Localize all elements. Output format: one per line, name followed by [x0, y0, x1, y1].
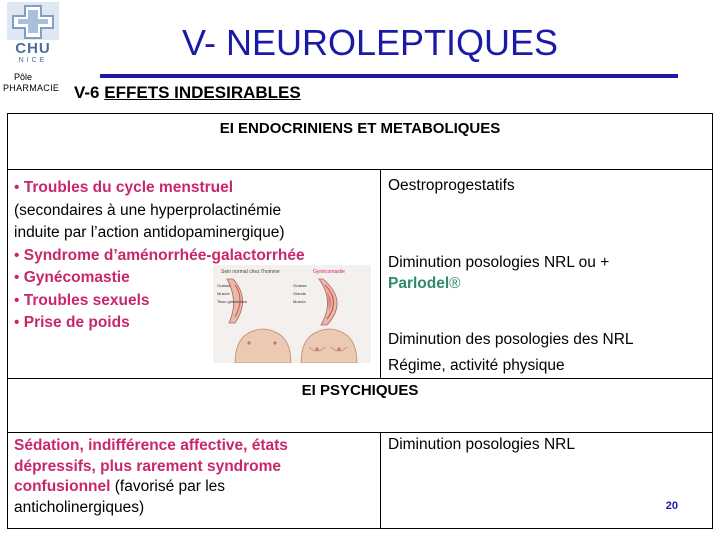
slide-title: V- NEUROLEPTIQUES — [181, 22, 559, 63]
svg-text:Graisse: Graisse — [217, 283, 231, 288]
list-item: • Prise de poids — [14, 314, 130, 331]
svg-text:Muscle: Muscle — [217, 291, 230, 296]
svg-text:Graisse: Graisse — [293, 283, 307, 288]
svg-text:Muscle: Muscle — [293, 299, 306, 304]
list-item: • Syndrome d’aménorrhée-galactorrhée — [14, 246, 305, 264]
treatment-diminution-parlodel: Diminution posologies NRL ou + Parlodel® — [388, 254, 610, 292]
chu-cross-icon — [7, 2, 59, 40]
slide-subtitle — [74, 83, 301, 103]
svg-text:Tissu glandulaire: Tissu glandulaire — [217, 299, 248, 304]
content-table — [7, 113, 713, 529]
treatment-dose-reduction: Diminution des posologies des NRL Régime, activité physique — [388, 331, 634, 374]
effect-menstrual-detail-1: (secondaires à une hyperprolactinémie — [14, 201, 282, 219]
logo-chu-text: CHU — [15, 40, 51, 57]
svg-text:Glande: Glande — [293, 291, 306, 296]
pharmacie-label: PHARMACIE — [3, 83, 60, 93]
endocrine-row — [8, 169, 712, 379]
logo-nice-text: NICE — [18, 57, 48, 64]
section-header-psychic-text: EI PSYCHIQUES — [301, 382, 419, 399]
psychic-row — [8, 432, 712, 528]
title-underline — [100, 74, 678, 78]
column-divider — [380, 169, 381, 378]
list-item: • Troubles du cycle menstruel — [14, 179, 234, 196]
list-item: • Gynécomastie — [14, 269, 130, 286]
effect-amenorrhea: Syndrome d’aménorrhée-galactorrhée — [23, 246, 305, 264]
treatment-psychic: Diminution posologies NRL — [388, 436, 575, 453]
treatment-oestroprogestatifs: Oestroprogestatifs — [388, 177, 515, 194]
parlodel-drug: Parlodel — [388, 275, 450, 292]
chu-logo — [4, 2, 62, 76]
effect-menstrual-detail-2: induite par l’action antidopaminergique) — [14, 224, 285, 241]
subtitle-text: EFFETS INDESIRABLES — [104, 83, 301, 102]
section-header-endocrine-text: EI ENDOCRINIENS ET METABOLIQUES — [219, 120, 501, 137]
effect-menstrual: Troubles du cycle menstruel — [23, 179, 234, 196]
svg-text:Gynécomastie: Gynécomastie — [313, 269, 345, 275]
effect-gynecomastia: Gynécomastie — [23, 269, 130, 286]
effect-sexual: Troubles sexuels — [23, 291, 150, 309]
column-divider — [380, 432, 381, 528]
section-header-endocrine — [8, 114, 712, 170]
subtitle-number: V-6 — [74, 83, 105, 102]
effect-weight: Prise de poids — [23, 314, 130, 331]
pole-label: Pôle — [14, 72, 33, 82]
svg-text:Sein normal chez l'homme: Sein normal chez l'homme — [221, 269, 280, 275]
list-item: • Troubles sexuels — [14, 291, 150, 309]
section-header-psychic — [8, 378, 712, 433]
psychic-effects-text: Sédation, indifférence affective, états dépressifs, plus rarement syndrome confusionnel (favorisé par les anticholinergiques) — [14, 437, 288, 516]
page-number: 20 — [665, 500, 678, 512]
gynecomastia-illustration — [213, 265, 371, 363]
